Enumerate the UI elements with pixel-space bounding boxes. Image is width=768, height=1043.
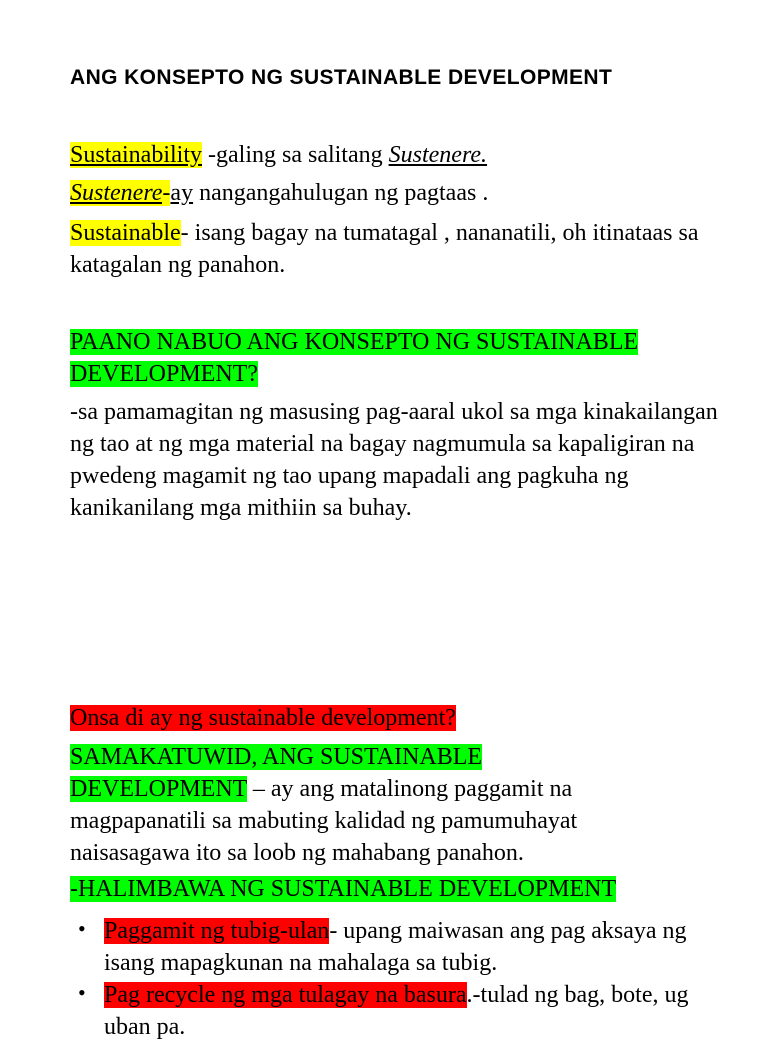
question2-definition [70,741,650,869]
sustainability-text: -galing sa salitang [202,142,389,168]
example-highlight: Paggamit ng tubig-ulan [104,918,330,944]
sustenere-definition [70,177,710,209]
question1-heading-line2: DEVELOPMENT? [70,361,258,387]
sustenere-term: Sustenere [70,180,163,206]
examples-heading [70,873,710,905]
sustenere-dash: - [162,180,171,206]
example-item [104,915,704,979]
sustainable-term: Sustainable [70,220,181,246]
bullet-icon: • [78,980,86,1005]
example-text: .-tulad ng bag, bote, ug uban pa. [104,982,689,1040]
question2-definition-line1: – ay ang matalinong paggamit na [246,776,573,802]
question1-heading-line1: PAANO NABUO ANG KONSEPTO NG SUSTAINABLE [70,329,639,355]
question2-heading-text: Onsa di ay ng sustainable development? [70,705,456,731]
sustenere-word: Sustenere. [388,142,488,168]
sustenere-text: nangangahulugan ng pagtaas . [193,180,489,206]
question1-answer: -sa pamamagitan ng masusing pag-aaral ukol sa mga kinakailangan ng tao at ng mga material na bagay nagmumula sa kapaligiran na pwedeng magamit ng tao upang mapadali ang pagkuha ng kanikanilang mga mithiin sa buhay. [70,399,718,521]
question1-heading [70,326,710,390]
sustainability-term: Sustainability [70,142,202,168]
sustenere-ay: ay [170,180,194,206]
sustainable-definition [70,217,710,281]
document-title: ANG KONSEPTO NG SUSTAINABLE DEVELOPMENT [70,66,613,89]
question2-term-line1: SAMAKATUWID, ANG SUSTAINABLE [70,744,483,770]
example-highlight: Pag recycle ng mga tulagay na basura [104,982,467,1008]
example-item [104,979,704,1043]
example-text: - upang maiwasan ang pag aksaya ng isang mapagkunan na mahalaga sa tubig. [104,918,687,976]
bullet-icon: • [78,916,86,941]
sustainability-definition [70,139,710,171]
question2-term-line2: DEVELOPMENT [70,776,247,802]
examples-heading-text: -HALIMBAWA NG SUSTAINABLE DEVELOPMENT [70,876,617,902]
sustainable-text: - isang bagay na tumatagal , nananatili, oh itinataas sa katagalan ng panahon. [70,220,699,278]
question2-definition-rest: magpapanatili sa mabuting kalidad ng pamumuhayat naisasagawa ito sa loob ng mahabang panahon. [70,808,578,866]
question2-heading [70,702,710,734]
